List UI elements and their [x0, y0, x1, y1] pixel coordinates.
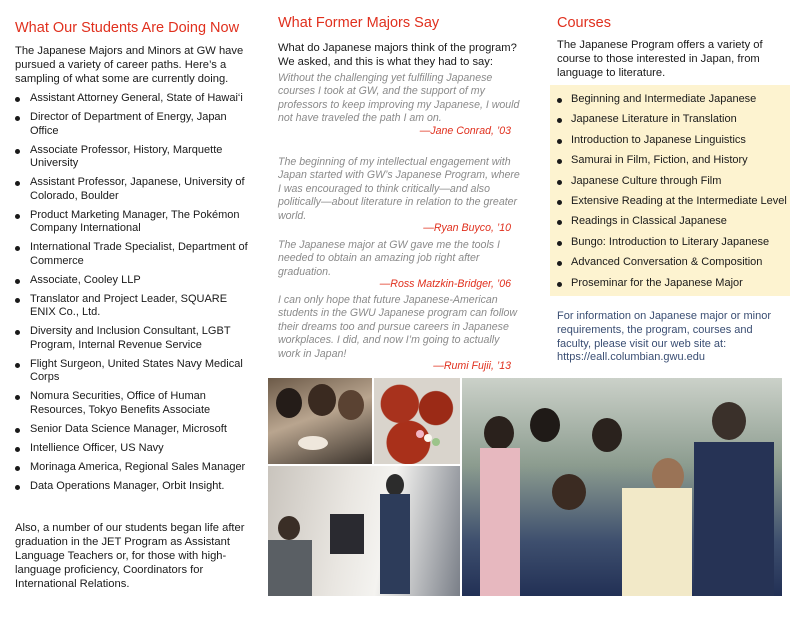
bullet-icon	[15, 466, 20, 471]
quote-text: The Japanese major at GW gave me the tools I needed to obtain an amazing job right after graduation.	[278, 239, 500, 278]
quote-author: —Ross Matzkin-Bridger, ’06	[379, 278, 511, 291]
list-item: Bungo: Introduction to Literary Japanese	[557, 236, 789, 256]
list-item: Associate Professor, History, Marquette University	[15, 144, 250, 171]
bullet-icon	[15, 298, 20, 303]
quote-author: —Ryan Buyco, ’10	[423, 222, 511, 235]
list-item: Data Operations Manager, Orbit Insight.	[15, 480, 250, 494]
bullet-icon	[557, 282, 562, 287]
graduation-group-photo	[462, 378, 782, 596]
bullet-icon	[557, 241, 562, 246]
list-item: Translator and Project Leader, SQUARE ENIX Co., Ltd.	[15, 293, 250, 320]
list-item: Japanese Literature in Translation	[557, 113, 789, 133]
list-item: Proseminar for the Japanese Major	[557, 277, 789, 297]
list-item: Assistant Professor, Japanese, University of Colorado, Boulder	[15, 176, 250, 203]
courses-intro: The Japanese Program offers a variety of course to those interested in Japan, from language to literature.	[557, 39, 763, 79]
bullet-icon	[557, 220, 562, 225]
list-item: Nomura Securities, Office of Human Resources, Tokyo Benefits Associate	[15, 390, 250, 417]
bullet-icon	[15, 116, 20, 121]
bullet-icon	[557, 200, 562, 205]
bullet-icon	[557, 180, 562, 185]
course-list	[557, 93, 789, 297]
website-info: For information on Japanese major or minor requirements, the program, courses and faculty, please visit our web site at: https://eall.columbian.gwu.edu	[557, 310, 771, 364]
list-item: Extensive Reading at the Intermediate Level	[557, 195, 789, 215]
students-group-photo	[268, 378, 372, 464]
bullet-icon	[557, 98, 562, 103]
japanese-sweets-photo	[374, 378, 460, 464]
list-item: International Trade Specialist, Department of Commerce	[15, 241, 250, 268]
classroom-photo	[268, 466, 460, 596]
list-item: Japanese Culture through Film	[557, 175, 789, 195]
bullet-icon	[557, 261, 562, 266]
bullet-icon	[15, 97, 20, 102]
bullet-icon	[15, 330, 20, 335]
quote-text: The beginning of my intellectual engagement with Japan started with GW’s Japanese Program, where I was encouraged to think critically—and also politically—about literature in relation to the greater world.	[278, 156, 520, 222]
bullet-icon	[15, 485, 20, 490]
list-item: Assistant Attorney General, State of Hawai‘i	[15, 92, 250, 106]
list-item: Intellience Officer, US Navy	[15, 442, 250, 456]
list-item: Director of Department of Energy, Japan Office	[15, 111, 250, 138]
majors-intro: What do Japanese majors think of the program? We asked, and this is what they had to say:	[278, 42, 517, 68]
list-item: Senior Data Science Manager, Microsoft	[15, 423, 250, 437]
list-item: Flight Surgeon, United States Navy Medical Corps	[15, 358, 250, 385]
bullet-icon	[15, 279, 20, 284]
list-item: Beginning and Intermediate Japanese	[557, 93, 789, 113]
testimonial-quote	[278, 294, 523, 373]
bullet-icon	[15, 181, 20, 186]
students-heading: What Our Students Are Doing Now	[15, 20, 240, 36]
bullet-icon	[15, 214, 20, 219]
bullet-icon	[557, 159, 562, 164]
list-item: Diversity and Inclusion Consultant, LGBT Program, Internal Revenue Service	[15, 325, 250, 352]
list-item: Advanced Conversation & Composition	[557, 256, 789, 276]
list-item: Introduction to Japanese Linguistics	[557, 134, 789, 154]
bullet-icon	[15, 246, 20, 251]
bullet-icon	[15, 428, 20, 433]
testimonial-quote	[278, 239, 523, 292]
bullet-icon	[15, 363, 20, 368]
courses-heading: Courses	[557, 15, 611, 31]
bullet-icon	[15, 149, 20, 154]
quote-author: —Jane Conrad, ’03	[419, 124, 511, 137]
quote-text: I can only hope that future Japanese-American students in the GWU Japanese program can follow their dreams too and pursue careers in Japanese workplaces. I did, and now I’m going to actually work in Japan!	[278, 294, 518, 360]
list-item: Product Marketing Manager, The Pokémon Company International	[15, 209, 250, 236]
majors-heading: What Former Majors Say	[278, 15, 440, 31]
quote-text: Without the challenging yet fulfilling Japanese courses I took at GW, and the support of my professors to keep improving my Japanese, I would not have traveled the path I am on.	[278, 72, 520, 125]
testimonial-quote	[278, 156, 523, 235]
bullet-icon	[15, 395, 20, 400]
list-item: Morinaga America, Regional Sales Manager	[15, 461, 250, 475]
bullet-icon	[557, 118, 562, 123]
students-outro: Also, a number of our students began life after graduation in the JET Program as Assistant Language Teachers or, for those with high-language proficiency, Coordinators for International Relations.	[15, 522, 245, 590]
list-item: Associate, Cooley LLP	[15, 274, 250, 288]
list-item: Readings in Classical Japanese	[557, 215, 789, 235]
students-intro: The Japanese Majors and Minors at GW have pursued a variety of career paths. Here’s a sampling of what some are currently doing.	[15, 45, 244, 85]
testimonial-quote	[278, 72, 523, 138]
bullet-icon	[15, 447, 20, 452]
quote-author: —Rumi Fujii, ’13	[433, 360, 511, 373]
career-list	[15, 92, 250, 499]
bullet-icon	[557, 139, 562, 144]
list-item: Samurai in Film, Fiction, and History	[557, 154, 789, 174]
